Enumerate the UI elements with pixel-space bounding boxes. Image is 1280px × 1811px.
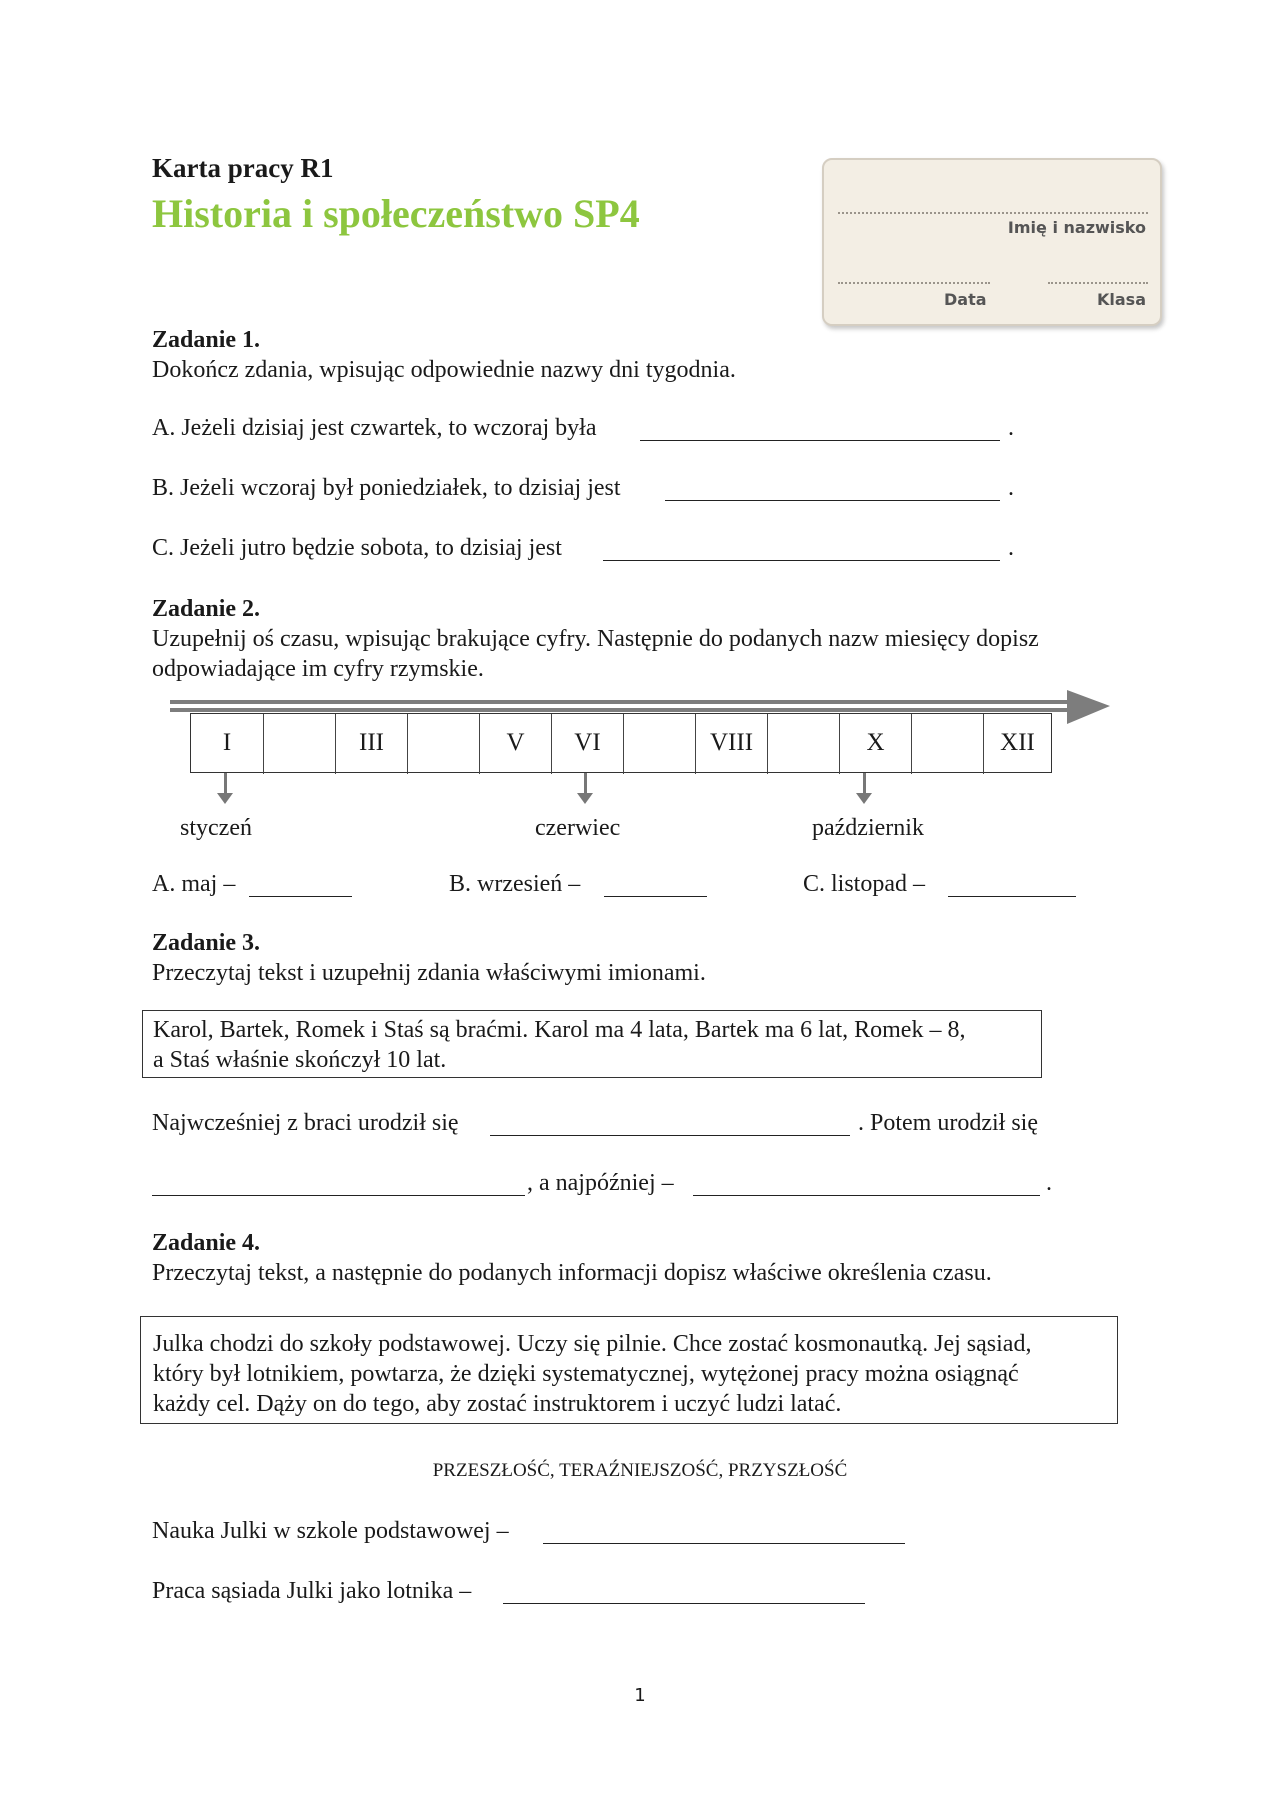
task4-title: Zadanie 4.	[152, 1230, 261, 1256]
task2-answer-c-field[interactable]	[948, 896, 1076, 897]
class-label: Klasa	[1097, 290, 1146, 309]
timeline-cell-12: XII	[983, 714, 1051, 774]
timeline-cell-10: X	[839, 714, 911, 774]
subject-title: Historia i społeczeństwo SP4	[152, 191, 640, 236]
month-label-january: styczeń	[180, 815, 252, 841]
task1-answer-c-field[interactable]	[603, 560, 1000, 561]
arrow-down-icon	[856, 793, 872, 804]
task3-sentence-part3: , a najpóźniej –	[527, 1170, 674, 1196]
timeline-grid	[190, 713, 1052, 773]
student-id-card	[822, 158, 1162, 326]
task1-answer-a-field[interactable]	[640, 440, 1000, 441]
task2-answer-a-label: A. maj –	[152, 871, 236, 897]
task2-instruction-line1: Uzupełnij oś czasu, wpisując brakujące cyfry. Następnie do podanych nazw miesięcy dopisz	[152, 626, 1039, 652]
date-dotted-line[interactable]	[838, 282, 990, 284]
task3-title: Zadanie 3.	[152, 930, 261, 956]
arrow-down-icon	[863, 773, 866, 795]
class-dotted-line[interactable]	[1048, 282, 1148, 284]
task4-box-line2: który był lotnikiem, powtarza, że dzięki systematycznej, wytężonej pracy można osiągnąć	[153, 1361, 1019, 1387]
task3-box-line2: a Staś właśnie skończył 10 lat.	[153, 1047, 447, 1073]
task3-middle-field[interactable]	[152, 1195, 525, 1196]
task4-item1: Nauka Julki w szkole podstawowej –	[152, 1518, 509, 1544]
task1-item-b-period: .	[1008, 475, 1014, 501]
task3-youngest-field[interactable]	[693, 1195, 1040, 1196]
task3-sentence-part1: Najwcześniej z braci urodził się	[152, 1110, 459, 1136]
task4-item2-field[interactable]	[503, 1603, 865, 1604]
task1-item-b: B. Jeżeli wczoraj był poniedziałek, to dzisiaj jest	[152, 475, 621, 501]
task1-item-c: C. Jeżeli jutro będzie sobota, to dzisiaj jest	[152, 535, 562, 561]
task4-text-box	[140, 1316, 1118, 1424]
month-label-june: czerwiec	[535, 815, 621, 841]
name-label: Imię i nazwisko	[1007, 218, 1146, 237]
task2-instruction-line2: odpowiadające im cyfry rzymskie.	[152, 656, 484, 682]
arrow-down-icon	[584, 773, 587, 795]
timeline-cell-7[interactable]	[623, 714, 695, 774]
task2-answer-a-field[interactable]	[249, 896, 352, 897]
task2-answer-b-field[interactable]	[604, 896, 707, 897]
arrow-down-icon	[224, 773, 227, 795]
task1-answer-b-field[interactable]	[665, 500, 1000, 501]
month-label-october: październik	[812, 815, 924, 841]
task1-item-a-period: .	[1008, 415, 1014, 441]
task1-title: Zadanie 1.	[152, 327, 261, 353]
timeline-cell-1: I	[222, 729, 232, 756]
timeline-cell-8: VIII	[695, 714, 767, 774]
timeline-cell-3: III	[335, 714, 407, 774]
task1-item-a: A. Jeżeli dzisiaj jest czwartek, to wczoraj była	[152, 415, 597, 441]
task2-answer-c-label: C. listopad –	[803, 871, 926, 897]
task3-instruction: Przeczytaj tekst i uzupełnij zdania właściwymi imionami.	[152, 960, 706, 986]
task4-item2: Praca sąsiada Julki jako lotnika –	[152, 1578, 472, 1604]
task3-eldest-field[interactable]	[490, 1135, 850, 1136]
task1-item-c-period: .	[1008, 535, 1014, 561]
arrow-down-icon	[577, 793, 593, 804]
timeline-cell-4[interactable]	[407, 714, 479, 774]
task4-box-line3: każdy cel. Dąży on do tego, aby zostać instruktorem i uczyć ludzi latać.	[153, 1391, 842, 1417]
timeline-cell-11[interactable]	[911, 714, 983, 774]
name-dotted-line[interactable]	[838, 212, 1148, 214]
task2-answer-b-label: B. wrzesień –	[449, 871, 581, 897]
task4-time-options: PRZESZŁOŚĆ, TERAŹNIEJSZOŚĆ, PRZYSZŁOŚĆ	[432, 1460, 848, 1481]
task1-instruction: Dokończ zdania, wpisując odpowiednie nazwy dni tygodnia.	[152, 357, 736, 383]
task4-item1-field[interactable]	[543, 1543, 905, 1544]
page-number: 1	[634, 1685, 646, 1706]
arrow-down-icon	[217, 793, 233, 804]
task3-sentence-end: .	[1046, 1170, 1052, 1196]
timeline-cell-2[interactable]	[263, 714, 335, 774]
task2-title: Zadanie 2.	[152, 596, 261, 622]
timeline-cell-9[interactable]	[767, 714, 839, 774]
task4-box-line1: Julka chodzi do szkoły podstawowej. Uczy się pilnie. Chce zostać kosmonautką. Jej sąsiad,	[153, 1331, 1032, 1357]
date-label: Data	[944, 290, 987, 309]
task3-box-line1: Karol, Bartek, Romek i Staś są braćmi. Karol ma 4 lata, Bartek ma 6 lat, Romek – 8,	[153, 1017, 966, 1043]
task3-text-box	[142, 1010, 1042, 1078]
task3-sentence-part2: . Potem urodził się	[858, 1110, 1038, 1136]
timeline-cell-5: V	[479, 714, 551, 774]
timeline-cell-6: VI	[551, 714, 623, 774]
task4-instruction: Przeczytaj tekst, a następnie do podanych informacji dopisz właściwe określenia czasu.	[152, 1260, 992, 1286]
worksheet-label: Karta pracy R1	[152, 153, 334, 183]
